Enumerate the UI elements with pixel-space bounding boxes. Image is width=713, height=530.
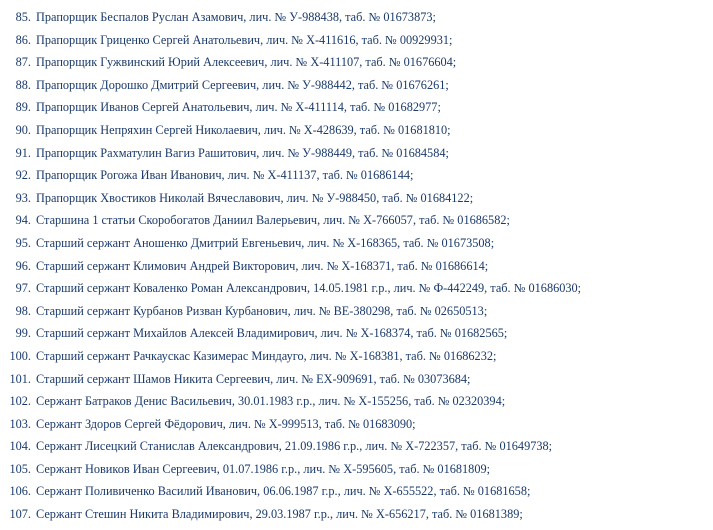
- list-item: [0, 413, 713, 436]
- list-item: [0, 187, 713, 210]
- list-item-text: Старший сержант Михайлов Алексей Владимирович, лич. № Х-168374, таб. № 01682565;: [36, 326, 508, 341]
- list-item-text: Прапорщик Гриценко Сергей Анатольевич, лич. № Х-411616, таб. № 00929931;: [36, 32, 453, 47]
- list-item: [0, 232, 713, 255]
- list-item-number: 107.: [9, 507, 31, 522]
- list-item: [0, 277, 713, 300]
- list-item: [0, 345, 713, 368]
- list-item-number: 106.: [9, 484, 31, 499]
- list-item: [0, 51, 713, 74]
- list-item-number: 86.: [15, 32, 31, 47]
- list-item-text: Сержант Поливиченко Василий Иванович, 06.06.1987 г.р., лич. № Х-655522, таб. № 01681658;: [36, 484, 531, 499]
- list-item-text: Старший сержант Климович Андрей Викторович, лич. № Х-168371, таб. № 01686614;: [36, 258, 489, 273]
- list-item: [0, 6, 713, 29]
- list-item-number: 96.: [15, 258, 31, 273]
- list-item-number: 98.: [15, 303, 31, 318]
- list-item: [0, 435, 713, 458]
- list-item: [0, 142, 713, 165]
- list-item-number: 97.: [15, 281, 31, 296]
- list-item-number: 105.: [9, 461, 31, 476]
- list-item: [0, 96, 713, 119]
- list-item-number: 104.: [9, 439, 31, 454]
- list-item-text: Старший сержант Шамов Никита Сергеевич, лич. № ЕХ-909691, таб. № 03073684;: [36, 371, 471, 386]
- list-item-number: 100.: [9, 348, 31, 363]
- list-item-text: Прапорщик Непряхин Сергей Николаевич, лич. № Х-428639, таб. № 01681810;: [36, 122, 451, 137]
- list-item-number: 90.: [15, 122, 31, 137]
- list-item-number: 87.: [15, 55, 31, 70]
- list-item-text: Прапорщик Рахматулин Вагиз Рашитович, лич. № У-988449, таб. № 01684584;: [36, 145, 449, 160]
- list-item-number: 91.: [15, 145, 31, 160]
- list-item-text: Прапорщик Хвостиков Николай Вячеславович, лич. № У-988450, таб. № 01684122;: [36, 190, 474, 205]
- list-item: [0, 503, 713, 526]
- list-item-text: Прапорщик Беспалов Руслан Азамович, лич. № У-988438, таб. № 01673873;: [36, 10, 436, 24]
- list-item: [0, 164, 713, 187]
- list-item-text: Прапорщик Гужвинский Юрий Алексеевич, лич. № Х-411107, таб. № 01676604;: [36, 55, 457, 70]
- list-item-text: Прапорщик Иванов Сергей Анатольевич, лич. № Х-411114, таб. № 01682977;: [36, 100, 441, 115]
- list-item-text: Прапорщик Дорошко Дмитрий Сергеевич, лич. № У-988442, таб. № 01676261;: [36, 77, 449, 92]
- list-item-text: Старший сержант Курбанов Ризван Курбанович, лич. № ВЕ-380298, таб. № 02650513;: [36, 303, 488, 318]
- list-item: [0, 322, 713, 345]
- list-item-text: Сержант Новиков Иван Сергеевич, 01.07.1986 г.р., лич. № Х-595605, таб. № 01681809;: [36, 461, 491, 476]
- list-item-number: 93.: [15, 190, 31, 205]
- list-item: [0, 255, 713, 278]
- list-item: [0, 29, 713, 52]
- list-item: [0, 119, 713, 142]
- list-item-number: 89.: [15, 100, 31, 115]
- list-item-text: Сержант Батраков Денис Васильевич, 30.01.1983 г.р., лич. № Х-155256, таб. № 02320394;: [36, 394, 506, 409]
- list-item-text: Старшина 1 статьи Скоробогатов Даниил Валерьевич, лич. № Х-766057, таб. № 01686582;: [36, 213, 510, 228]
- list-item-number: 88.: [15, 77, 31, 92]
- list-item-text: Старший сержант Аношенко Дмитрий Евгеньевич, лич. № Х-168365, таб. № 01673508;: [36, 235, 495, 250]
- list-item-text: Сержант Лисецкий Станислав Александрович, 21.09.1986 г.р., лич. № Х-722357, таб. № 01649738;: [36, 439, 553, 454]
- list-item-number: 102.: [9, 394, 31, 409]
- list-item: [0, 480, 713, 503]
- list-item: [0, 458, 713, 481]
- list-item-number: 103.: [9, 416, 31, 431]
- list-item: [0, 390, 713, 413]
- list-item-number: 94.: [15, 213, 31, 228]
- list-item: [0, 300, 713, 323]
- list-item-number: 101.: [9, 371, 31, 386]
- list-item: [0, 209, 713, 232]
- list-item-text: Сержант Стешин Никита Владимирович, 29.03.1987 г.р., лич. № Х-656217, таб. № 01681389;: [36, 507, 523, 522]
- list-item-number: 99.: [15, 326, 31, 341]
- list-item-text: Прапорщик Рогожа Иван Иванович, лич. № Х-411137, таб. № 01686144;: [36, 168, 414, 183]
- list-item-text: Старший сержант Коваленко Роман Александрович, 14.05.1981 г.р., лич. № Ф-442249, таб. № 01686030;: [36, 281, 582, 296]
- list-item-number: 95.: [15, 235, 31, 250]
- list-item-text: Сержант Здоров Сергей Фёдорович, лич. № Х-999513, таб. № 01683090;: [36, 416, 416, 431]
- list-item: [0, 74, 713, 97]
- list-item-number: 92.: [15, 168, 31, 183]
- list-item: [0, 368, 713, 391]
- list-item-text: Старший сержант Рачкаускас Казимерас Миндауго, лич. № Х-168381, таб. № 01686232;: [36, 348, 497, 363]
- list-item-number: 85.: [15, 10, 31, 24]
